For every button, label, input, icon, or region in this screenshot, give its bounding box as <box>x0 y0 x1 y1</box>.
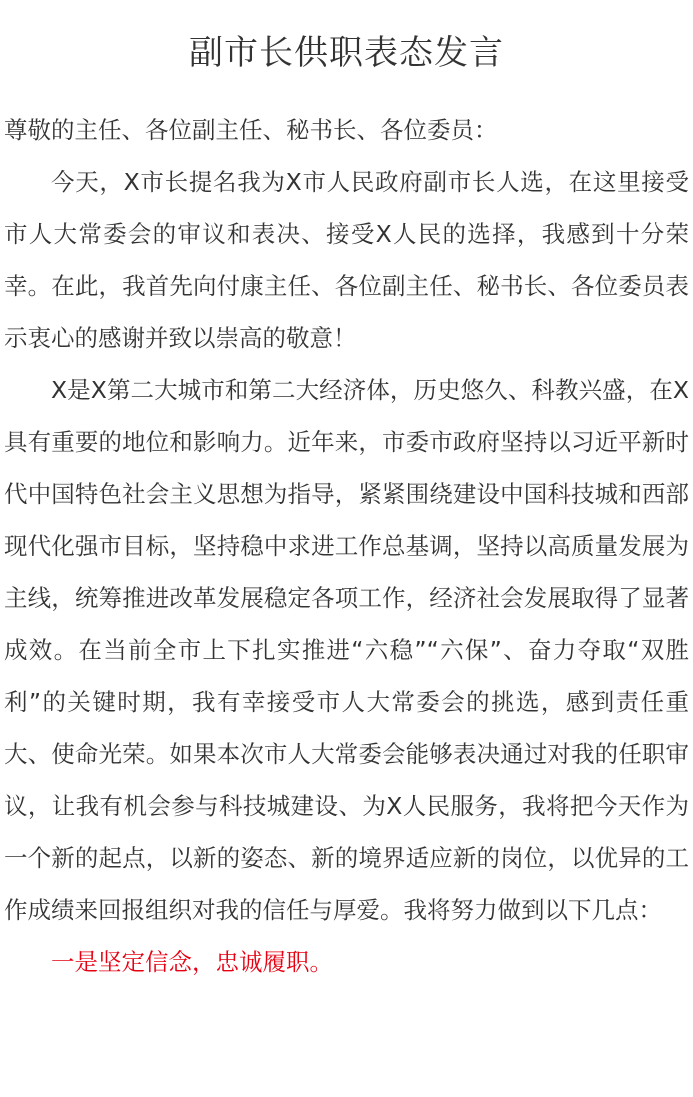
highlight-point: 一是坚定信念，忠诚履职。 <box>51 948 333 976</box>
salutation: 尊敬的主任、各位副主任、秘书长、各位委员： <box>4 116 498 144</box>
document-title: 副市长供职表态发言 <box>189 33 504 73</box>
paragraph-2: X是X第二大城市和第二大经济体，历史悠久、科教兴盛，在X具有重要的地位和影响力。近年来，市委市政府坚持以习近平新时代中国特色社会主义思想为指导，紧紧围绕建设中国科技城和西部现代化强市目标，坚持稳中求进工作总基调，坚持以高质量发展为主线，统筹推进改革发展稳定各项工作，经济社会发展取得了显著成效。在当前全市上下扎实推进“六稳”“六保”、奋力夺取“双胜利”的关键时期，我有幸接受市人大常委会的挑选，感到责任重大、使命光荣。如果本次市人大常委会能够表决通过对我的任职审议，让我有机会参与科技城建设、为X人民服务，我将把今天作为一个新的起点，以新的姿态、新的境界适应新的岗位，以优异的工作成绩来回报组织对我的信任与厚爱。我将努力做到以下几点： <box>4 376 689 924</box>
paragraph-1: 今天，X市长提名我为X市人民政府副市长人选，在这里接受市人大常委会的审议和表决、接受X人民的选择，我感到十分荣幸。在此，我首先向付康主任、各位副主任、秘书长、各位委员表示衷心的感谢并致以崇高的敬意！ <box>4 168 689 352</box>
